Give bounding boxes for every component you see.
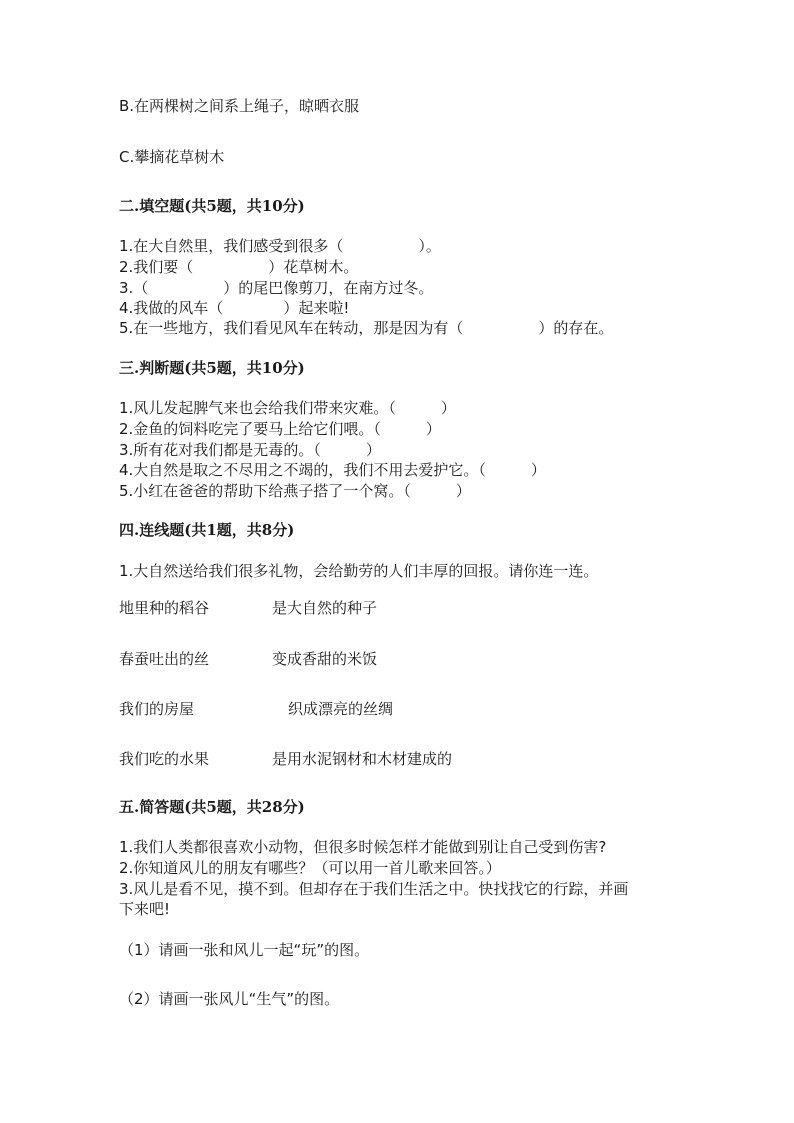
short-answer-3-cont: 下来吧!: [119, 900, 171, 918]
match-left-1: 地里种的稻谷: [119, 599, 210, 617]
match-right-1: 是大自然的种子: [272, 599, 378, 617]
match-right-3: 织成漂亮的丝绸: [288, 700, 394, 718]
judge-item-4: 4.大自然是取之不尽用之不竭的，我们不用去爱护它。（ ）: [119, 461, 546, 479]
judge-item-5: 5.小红在爸爸的帮助下给燕子搭了一个窝。（ ）: [119, 482, 471, 500]
fill-item-5: 5.在一些地方，我们看见风车在转动，那是因为有（ ）的存在。: [119, 319, 614, 337]
match-question: 1.大自然送给我们很多礼物，会给勤劳的人们丰厚的回报。请你连一连。: [119, 562, 599, 580]
short-answer-1: 1.我们人类都很喜欢小动物，但很多时候怎样才能做到别让自己受到伤害?: [119, 838, 607, 856]
fill-item-3: 3.（ ）的尾巴像剪刀，在南方过冬。: [119, 279, 434, 297]
section-2-heading: 二.填空题(共5题，共10分): [119, 197, 305, 215]
judge-item-2: 2.金鱼的饲料吃完了要马上给它们喂。（ ）: [119, 420, 441, 438]
fill-item-2: 2.我们要（ ）花草树木。: [119, 258, 359, 276]
section-4-heading: 四.连线题(共1题，共8分): [119, 521, 295, 539]
section-3-heading: 三.判断题(共5题，共10分): [119, 359, 305, 377]
match-left-3: 我们的房屋: [119, 700, 195, 718]
fill-item-4: 4.我做的风车（ ）起来啦!: [119, 299, 350, 317]
option-b: B.在两棵树之间系上绳子，晾晒衣服: [119, 97, 360, 115]
match-right-2: 变成香甜的米饭: [272, 650, 378, 668]
sub-question-1: （1）请画一张和风儿一起“玩”的图。: [119, 941, 370, 959]
judge-item-3: 3.所有花对我们都是无毒的。（ ）: [119, 441, 381, 459]
section-5-heading: 五.简答题(共5题，共28分): [119, 798, 305, 816]
match-left-2: 春蚕吐出的丝: [119, 650, 210, 668]
short-answer-2: 2.你知道风儿的朋友有哪些？（可以用一首儿歌来回答。）: [119, 859, 501, 877]
option-c: C.攀摘花草树木: [119, 148, 225, 166]
fill-item-1: 1.在大自然里，我们感受到很多（ ）。: [119, 237, 441, 255]
sub-question-2: （2）请画一张风儿“生气”的图。: [119, 990, 340, 1008]
match-left-4: 我们吃的水果: [119, 750, 210, 768]
judge-item-1: 1.风儿发起脾气来也会给我们带来灾难。（ ）: [119, 399, 456, 417]
match-right-4: 是用水泥钢材和木材建成的: [272, 750, 453, 768]
short-answer-3: 3.风儿是看不见，摸不到。但却存在于我们生活之中。快找找它的行踪，并画: [119, 880, 629, 898]
